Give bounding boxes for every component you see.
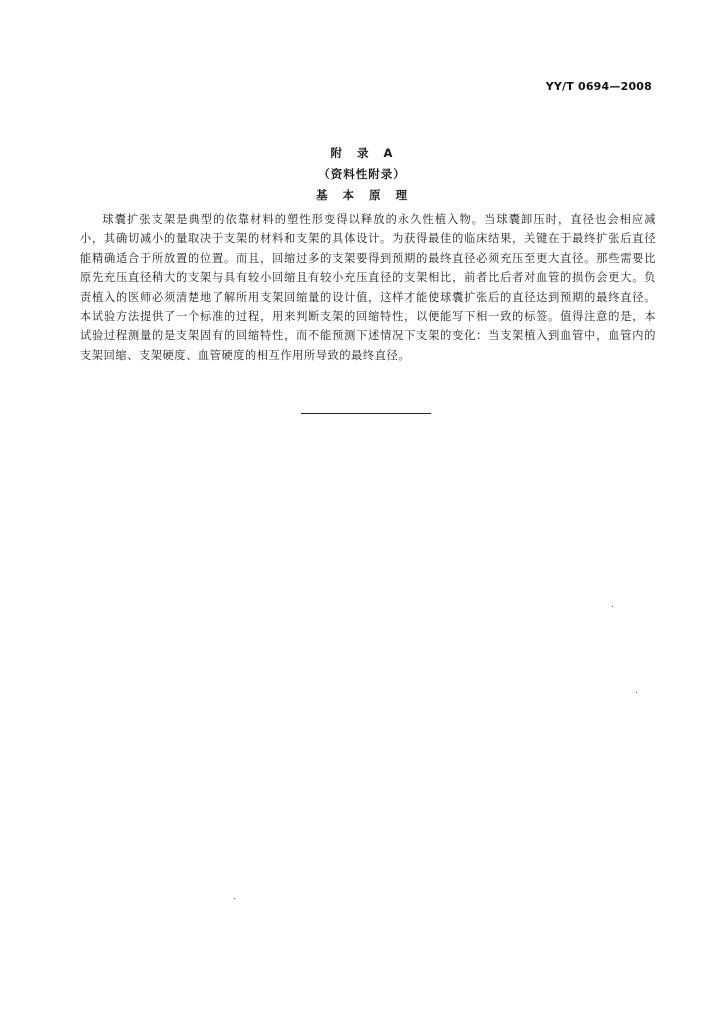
annex-type: （资料性附录） <box>318 167 406 181</box>
annex-label: 附 录 A <box>330 146 394 160</box>
scan-speck <box>234 898 235 899</box>
scan-speck <box>612 606 613 607</box>
end-rule-divider <box>301 413 431 414</box>
body-paragraph: 球囊扩张支架是典型的依靠材料的塑性形变得以释放的永久性植入物。当球囊卸压时，直径也会相应减小，其确切减小的量取决于支架的材料和支架的具体设计。为获得最佳的临床结果，关键在于最终扩张后直径能精确适合于所放置的位置。而且，回缩过多的支架要得到预期的最终直径必须充压至更大直径。那些需要比原先充压直径稍大的支架与具有较小回缩且有较小充压直径的支架相比，前者比后者对血管的损伤会更大。负责植入的医师必须清楚地了解所用支架回缩量的设计值，这样才能使球囊扩张后的直径达到预期的最终直径。本试验方法提供了一个标准的过程，用来判断支架的回缩特性，以便能写下相一致的标签。值得注意的是，本试验过程测量的是支架固有的回缩特性，而不能预测下述情况下支架的变化：当支架植入到血管中，血管内的支架回缩、支架硬度、血管硬度的相互作用所导致的最终直径。 <box>80 213 656 362</box>
scan-speck <box>636 692 637 693</box>
annex-title: 基 本 原 理 <box>315 188 408 202</box>
annex-heading <box>0 143 724 206</box>
standard-code: YY/T 0694—2008 <box>545 80 652 93</box>
